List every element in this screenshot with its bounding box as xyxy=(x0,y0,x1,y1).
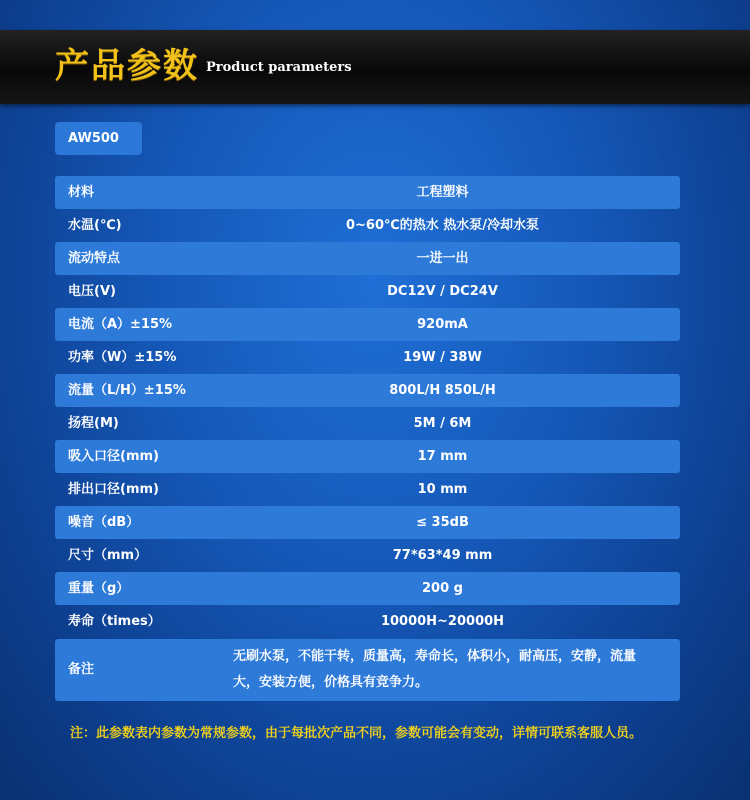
param-value: ≤ 35dB xyxy=(416,515,469,530)
param-value: 0~60℃的热水 热水泵/冷却水泵 xyxy=(345,218,540,233)
model-badge: AW500 xyxy=(55,122,142,155)
param-label: 电压(V) xyxy=(68,284,116,299)
param-row-inlet-diameter xyxy=(55,440,680,473)
param-label: 重量（g） xyxy=(68,581,130,596)
param-value: 800L/H 850L/H xyxy=(389,383,496,398)
param-row-weight xyxy=(55,572,680,605)
param-value: 77*63*49 mm xyxy=(392,548,493,563)
param-row-current xyxy=(55,308,680,341)
param-row-lifespan xyxy=(55,605,680,638)
note-label: 备注 xyxy=(68,662,95,677)
param-row-flow-rate xyxy=(55,374,680,407)
param-row-power xyxy=(55,341,680,374)
param-value: 工程塑料 xyxy=(416,185,469,200)
page-subtitle: Product parameters xyxy=(206,60,352,75)
param-value: 5M / 6M xyxy=(413,416,472,431)
param-value: 19W / 38W xyxy=(403,350,482,365)
param-label: 尺寸（mm） xyxy=(68,548,148,563)
params-table xyxy=(55,176,680,701)
param-label: 噪音（dB） xyxy=(68,515,140,530)
param-value: 10 mm xyxy=(417,482,468,497)
param-row-material xyxy=(55,176,680,209)
note-value: 无刷水泵，不能干转，质量高，寿命长，体积小，耐高压，安静，流量大，安装方便，价格具有竞争力。 xyxy=(233,649,637,690)
param-label: 电流（A）±15% xyxy=(68,317,173,332)
param-value: DC12V / DC24V xyxy=(387,284,498,299)
param-value: 200 g xyxy=(422,581,463,596)
param-value: 17 mm xyxy=(417,449,468,464)
param-row-size xyxy=(55,539,680,572)
footer-disclaimer: 注：此参数表内参数为常规参数，由于每批次产品不同，参数可能会有变动，详情可联系客服人员。 xyxy=(70,726,643,741)
param-value: 一进一出 xyxy=(416,251,469,266)
param-label: 流量（L/H）±15% xyxy=(68,383,186,398)
param-row-water-temp xyxy=(55,209,680,242)
param-row-note xyxy=(55,639,680,701)
param-label: 功率（W）±15% xyxy=(68,350,177,365)
param-row-head xyxy=(55,407,680,440)
param-label: 水温(℃) xyxy=(68,218,122,233)
param-label: 扬程(M) xyxy=(68,416,119,431)
param-row-flow-type xyxy=(55,242,680,275)
header-banner xyxy=(0,30,750,104)
param-label: 吸入口径(mm) xyxy=(68,449,159,464)
param-label: 寿命（times） xyxy=(68,614,161,629)
param-label: 材料 xyxy=(68,185,95,200)
param-row-noise xyxy=(55,506,680,539)
param-label: 排出口径(mm) xyxy=(68,482,159,497)
param-value: 920mA xyxy=(417,317,468,332)
param-row-outlet-diameter xyxy=(55,473,680,506)
page-title: 产品参数 xyxy=(55,46,199,86)
param-value: 10000H~20000H xyxy=(380,614,505,629)
param-label: 流动特点 xyxy=(68,251,121,266)
param-row-voltage xyxy=(55,275,680,308)
